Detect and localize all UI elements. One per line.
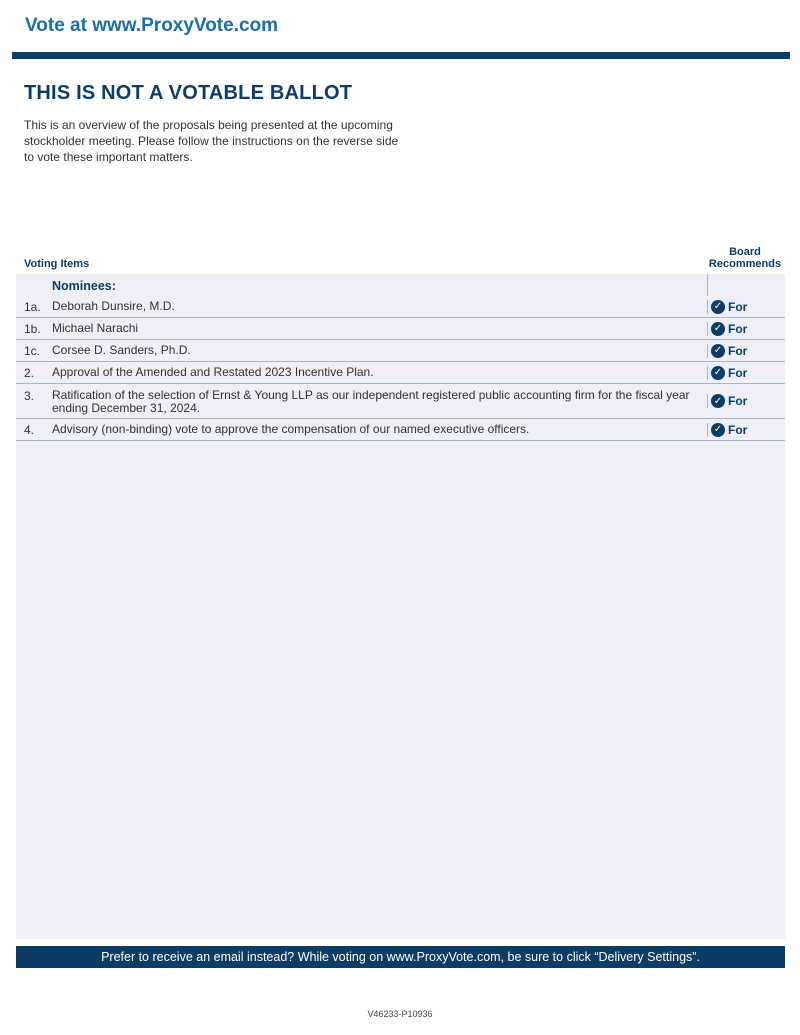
delivery-settings-banner: Prefer to receive an email instead? While voting on www.ProxyVote.com, be sure to click “Delivery Settings”. [16,946,785,968]
check-icon: ✓ [711,423,725,437]
proxyvote-link[interactable]: Vote at www.ProxyVote.com [25,15,279,36]
recommendation-value: For [728,299,748,314]
recommendation-cell [707,322,785,336]
item-description: Deborah Dunsire, M.D. [52,299,175,313]
item-number: 4. [24,422,35,437]
item-number: 1b. [24,321,41,336]
table-row [16,384,785,419]
recommendation-cell [707,423,785,437]
item-number: 1a. [24,299,41,314]
recommendation-cell [707,300,785,314]
document-code: V46233-P10936 [367,1009,433,1019]
item-description: Advisory (non-binding) vote to approve the compensation of our named executive officers. [52,422,530,436]
nominees-header-row [16,274,785,296]
nominees-label: Nominees: [52,279,116,293]
recommendation-value: For [728,365,748,380]
check-icon: ✓ [711,344,725,358]
board-recommends-line1: Board [729,246,761,258]
table-row [16,318,785,340]
item-description: Approval of the Amended and Restated 2023 Incentive Plan. [52,365,374,379]
check-icon: ✓ [711,394,725,408]
check-icon: ✓ [711,366,725,380]
header-divider-bar [12,52,790,59]
voting-items-table [16,274,785,441]
recommendation-cell [707,344,785,358]
recommendation-value: For [728,394,748,408]
board-recommends-header [706,246,784,270]
intro-text: This is an overview of the proposals being presented at the upcoming stockholder meeting. Please follow the instructions on the reverse side to vote these important matters. [24,118,399,164]
item-description: Michael Narachi [52,321,139,335]
recommendation-value: For [728,343,748,358]
recommendation-value: For [728,422,748,437]
item-description: Ratification of the selection of Ernst & Young LLP as our independent registered public accounting firm for the fiscal year ending December 31, 2024. [52,388,690,415]
recommendation-cell [707,366,785,380]
page-title: THIS IS NOT A VOTABLE BALLOT [24,82,353,104]
check-icon: ✓ [711,300,725,314]
table-row [16,340,785,362]
item-number: 3. [24,389,35,403]
recommendation-cell [707,394,785,408]
item-number: 2. [24,365,35,380]
table-row [16,419,785,441]
item-number: 1c. [24,343,41,358]
table-row [16,362,785,384]
item-description: Corsee D. Sanders, Ph.D. [52,343,191,357]
board-recommends-line2: Recommends [708,258,782,270]
voting-items-header: Voting Items [24,258,90,270]
table-row [16,296,785,318]
check-icon: ✓ [711,322,725,336]
recommendation-value: For [728,321,748,336]
